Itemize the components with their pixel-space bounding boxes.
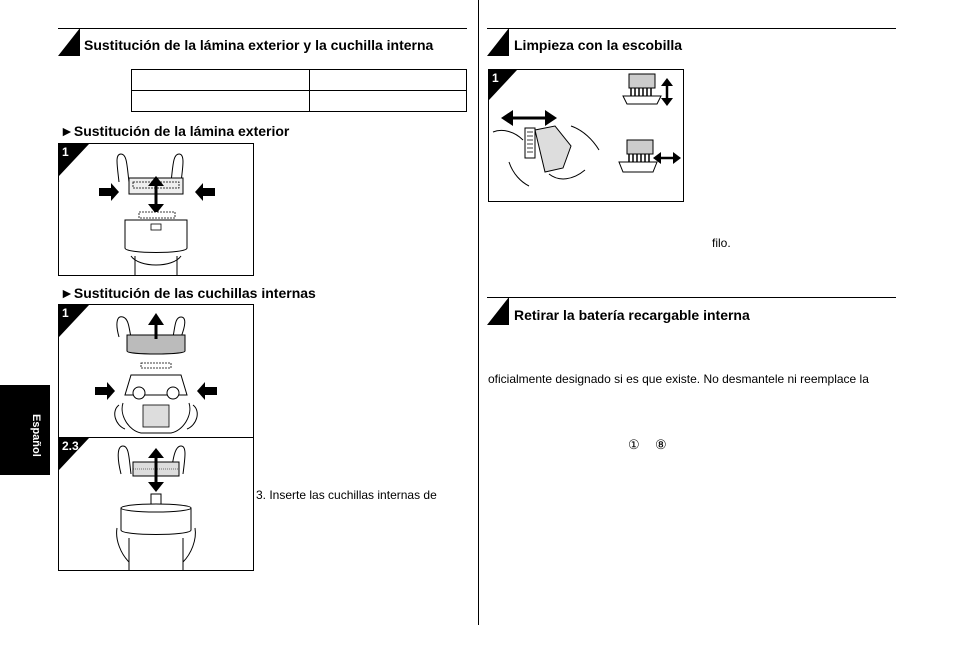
play-marker-icon: ► — [60, 285, 74, 301]
left-section-title: Sustitución de la lámina exterior y la cuchilla interna — [84, 37, 434, 53]
circled-number-1: ① — [628, 437, 640, 452]
right-section1-rule — [487, 28, 896, 29]
figure-inner-blades-step2-3 — [58, 437, 254, 571]
table-cell — [310, 70, 467, 91]
table-row — [132, 70, 467, 91]
subsection-inner-blades-label: Sustitución de las cuchillas internas — [73, 285, 316, 301]
shaver-inner-blade-illustration — [59, 305, 253, 437]
figure-step-number: 2.3 — [62, 439, 79, 453]
shaver-foil-illustration — [59, 144, 253, 275]
left-section-rule — [58, 28, 467, 29]
step-3-text: 3. Inserte las cuchillas internas de — [256, 488, 437, 502]
language-side-tab — [0, 385, 50, 475]
figure-outer-foil-step1 — [58, 143, 254, 276]
spec-table — [131, 69, 467, 112]
brush-cleaning-illustration — [489, 70, 683, 201]
brush-text-filo: filo. — [712, 236, 731, 250]
right-section2-rule — [487, 297, 896, 298]
table-cell — [132, 70, 310, 91]
subsection-inner-blades-title — [60, 285, 316, 301]
table-cell — [310, 91, 467, 112]
left-section-marker — [58, 28, 80, 56]
table-row — [132, 91, 467, 112]
play-marker-icon: ► — [60, 123, 74, 139]
right-section1-title: Limpieza con la escobilla — [514, 37, 683, 53]
figure-inner-blades-step1 — [58, 304, 254, 438]
right-section2-title: Retirar la batería recargable interna — [514, 307, 750, 323]
right-section2-marker — [487, 297, 509, 325]
language-side-label: Español — [30, 414, 42, 457]
figure-step-number: 1 — [62, 145, 69, 159]
subsection-outer-foil-label: Sustitución de la lámina exterior — [73, 123, 290, 139]
battery-paragraph-line: oficialmente designado si es que existe. No desmantele ni reemplace la — [488, 372, 869, 386]
figure-brush-cleaning — [488, 69, 684, 202]
right-section1-marker — [487, 28, 509, 56]
shaver-blade-insert-illustration — [59, 438, 253, 570]
table-cell — [132, 91, 310, 112]
figure-step-number: 1 — [492, 71, 499, 85]
figure-step-number: 1 — [62, 306, 69, 320]
subsection-outer-foil-title — [60, 123, 289, 139]
circled-number-8: ⑧ — [655, 437, 667, 452]
column-divider — [478, 0, 479, 625]
